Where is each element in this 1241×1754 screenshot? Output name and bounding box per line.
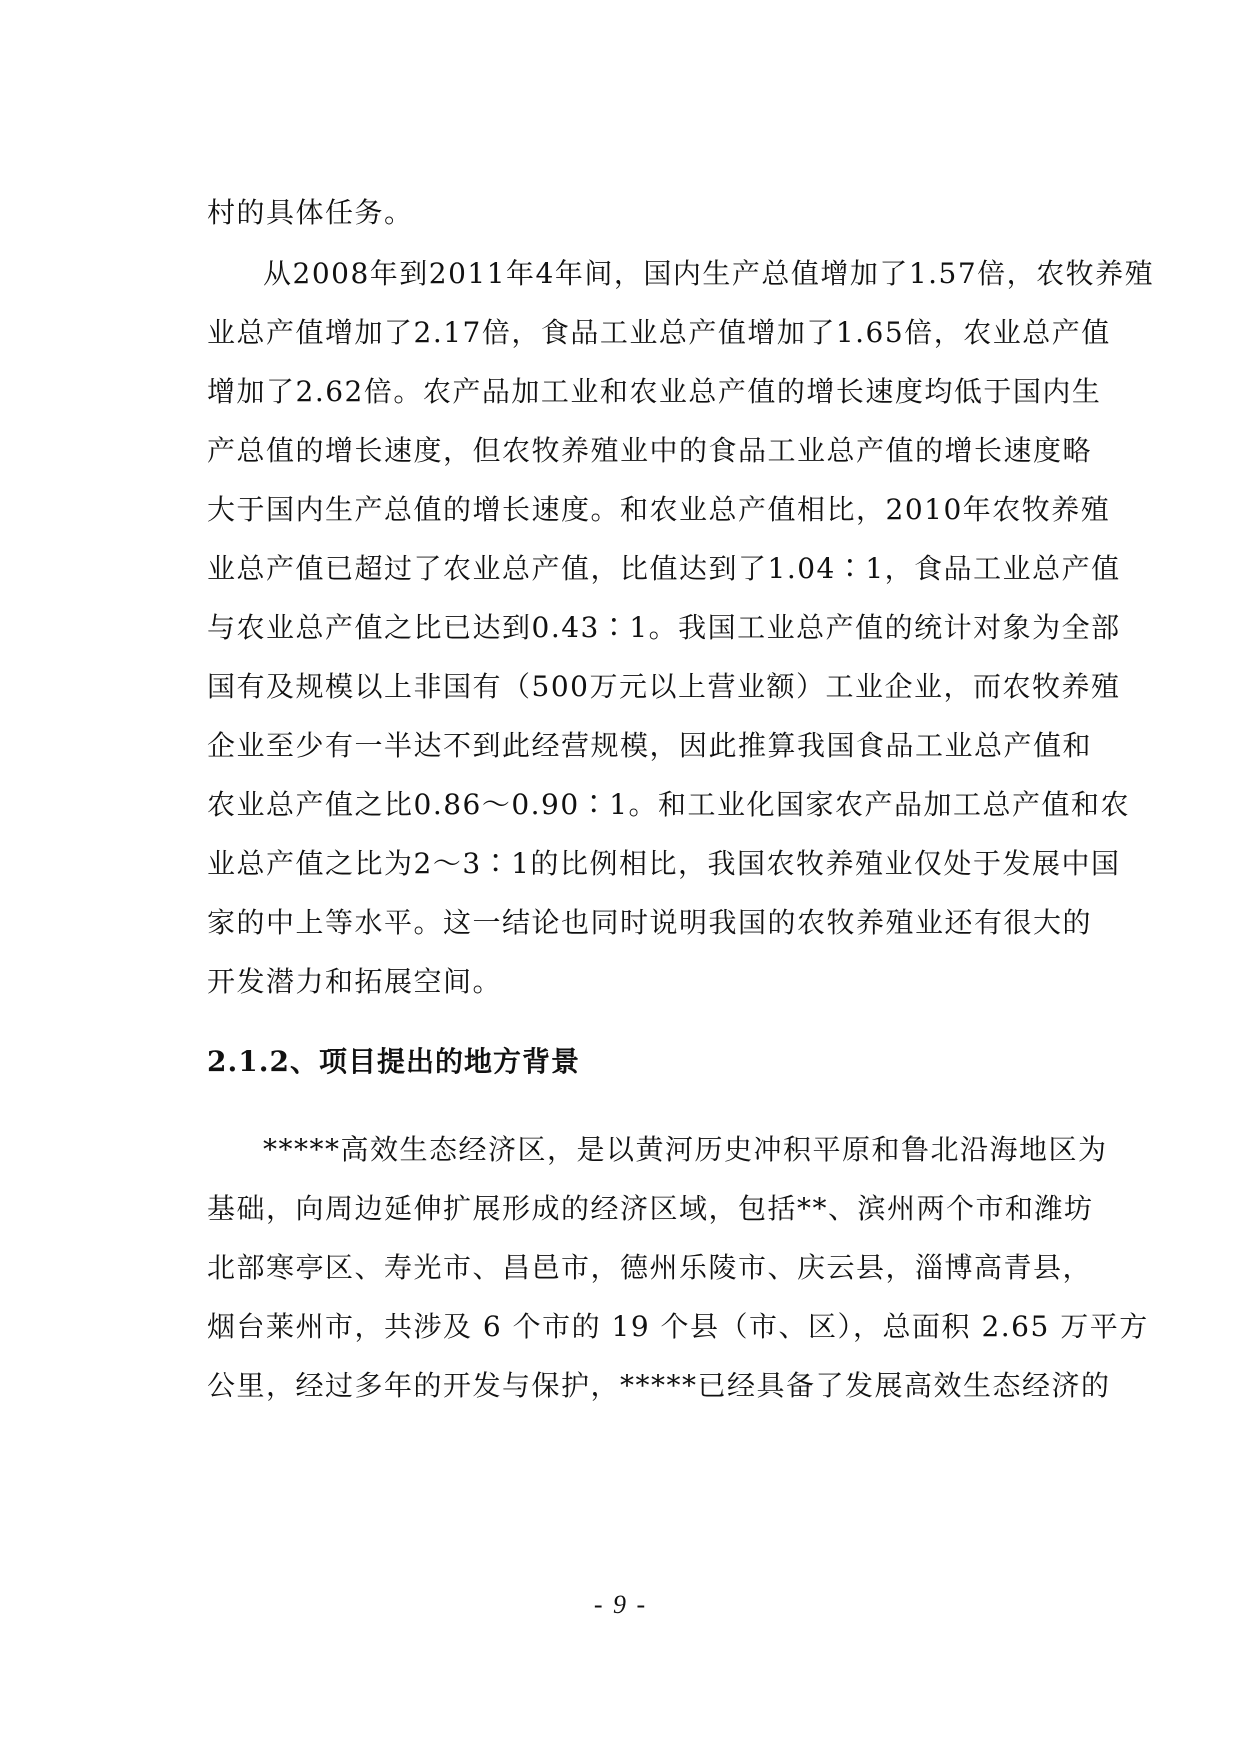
paragraph-line: 烟台莱州市，共涉及 6 个市的 19 个县（市、区），总面积 2.65 万平方 xyxy=(207,1310,1149,1343)
paragraph-line: 从2008年到2011年4年间，国内生产总值增加了1.57倍，农牧养殖 xyxy=(263,257,1155,290)
paragraph-line: *****高效生态经济区，是以黄河历史冲积平原和鲁北沿海地区为 xyxy=(263,1133,1108,1166)
paragraph-line: 与农业总产值之比已达到0.43∶1。我国工业总产值的统计对象为全部 xyxy=(207,611,1121,644)
page-number: - 9 - xyxy=(593,1590,648,1619)
paragraph-line: 业总产值已超过了农业总产值，比值达到了1.04∶1，食品工业总产值 xyxy=(207,552,1121,585)
paragraph-line: 产总值的增长速度，但农牧养殖业中的食品工业总产值的增长速度略 xyxy=(207,434,1093,467)
paragraph-line: 国有及规模以上非国有（500万元以上营业额）工业企业，而农牧养殖 xyxy=(207,670,1121,703)
paragraph-line: 基础，向周边延伸扩展形成的经济区域，包括**、滨州两个市和潍坊 xyxy=(207,1192,1094,1225)
paragraph-line: 村的具体任务。 xyxy=(207,196,414,229)
paragraph-line: 增加了2.62倍。农产品加工业和农业总产值的增长速度均低于国内生 xyxy=(207,375,1102,408)
paragraph-line: 公里，经过多年的开发与保护，*****已经具备了发展高效生态经济的 xyxy=(207,1369,1111,1402)
paragraph-line: 业总产值增加了2.17倍，食品工业总产值增加了1.65倍，农业总产值 xyxy=(207,316,1111,349)
paragraph-line: 企业至少有一半达不到此经营规模，因此推算我国食品工业总产值和 xyxy=(207,729,1093,762)
paragraph-line: 农业总产值之比0.86～0.90∶1。和工业化国家农产品加工总产值和农 xyxy=(207,788,1131,821)
section-heading: 2.1.2、项目提出的地方背景 xyxy=(207,1045,580,1078)
paragraph-line: 业总产值之比为2～3∶1的比例相比，我国农牧养殖业仅处于发展中国 xyxy=(207,847,1121,880)
paragraph-line: 开发潜力和拓展空间。 xyxy=(207,965,503,998)
paragraph-line: 北部寒亭区、寿光市、昌邑市，德州乐陵市、庆云县，淄博高青县， xyxy=(207,1251,1093,1284)
paragraph-line: 大于国内生产总值的增长速度。和农业总产值相比，2010年农牧养殖 xyxy=(207,493,1111,526)
paragraph-line: 家的中上等水平。这一结论也同时说明我国的农牧养殖业还有很大的 xyxy=(207,906,1093,939)
